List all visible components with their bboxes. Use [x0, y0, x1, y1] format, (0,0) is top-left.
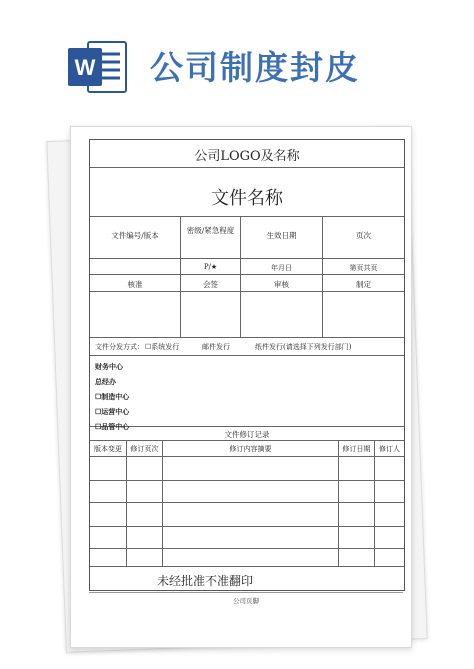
doc-number-version-header: 文件编号/版本	[111, 231, 159, 240]
security-urgency-header: 密级/紧急程度	[186, 226, 235, 235]
mail-release-option[interactable]: 邮件发行	[202, 343, 230, 351]
company-footer: 公司页脚	[233, 597, 259, 605]
approve-header: 核准	[127, 280, 143, 289]
effective-date-header: 生效日期	[266, 231, 297, 240]
countersign-header: 会签	[203, 280, 218, 289]
department-general-office: 总经办	[95, 377, 116, 386]
security-level-value[interactable]: P/★	[203, 263, 218, 271]
revision-record-title: 文件修订记录	[224, 430, 270, 439]
revision-version-header: 版本变更	[94, 445, 122, 453]
page-count-value[interactable]: 第页共页	[349, 264, 378, 272]
department-operations-checkbox[interactable]: ☐运营中心	[95, 407, 130, 416]
banner	[0, 0, 474, 110]
revision-summary-header: 修订内容摘要	[229, 445, 272, 453]
cover-form	[89, 139, 405, 591]
word-document-icon	[66, 38, 130, 96]
document-page	[70, 126, 412, 648]
page-count-header: 页次	[356, 231, 371, 240]
effective-date-value[interactable]: 年月日	[271, 264, 292, 272]
revision-date-header: 修订日期	[342, 445, 371, 453]
prepare-header: 制定	[356, 280, 371, 289]
distribution-label: 文件分发方式：	[95, 343, 144, 351]
revision-author-header: 修订人	[379, 445, 400, 453]
review-header: 审核	[274, 280, 289, 289]
system-release-checkbox[interactable]: ☐系统发行	[145, 343, 180, 351]
banner-title: 公司制度封皮	[150, 48, 360, 87]
no-reprint-notice: 未经批准不准翻印	[156, 574, 253, 588]
company-logo-and-name: 公司LOGO及名称	[194, 149, 300, 164]
department-manufacturing-checkbox[interactable]: ☐制造中心	[95, 392, 130, 401]
department-quality-checkbox[interactable]: ☐品管中心	[95, 422, 130, 431]
footer-divider	[89, 592, 403, 593]
revision-pages-header: 修订页次	[130, 445, 159, 453]
paper-release-option[interactable]: 纸件发行(请选择下列发行部门)	[255, 343, 352, 351]
svg-text:W: W	[74, 55, 96, 80]
document-title: 文件名称	[211, 188, 283, 209]
department-finance: 财务中心	[95, 362, 123, 371]
